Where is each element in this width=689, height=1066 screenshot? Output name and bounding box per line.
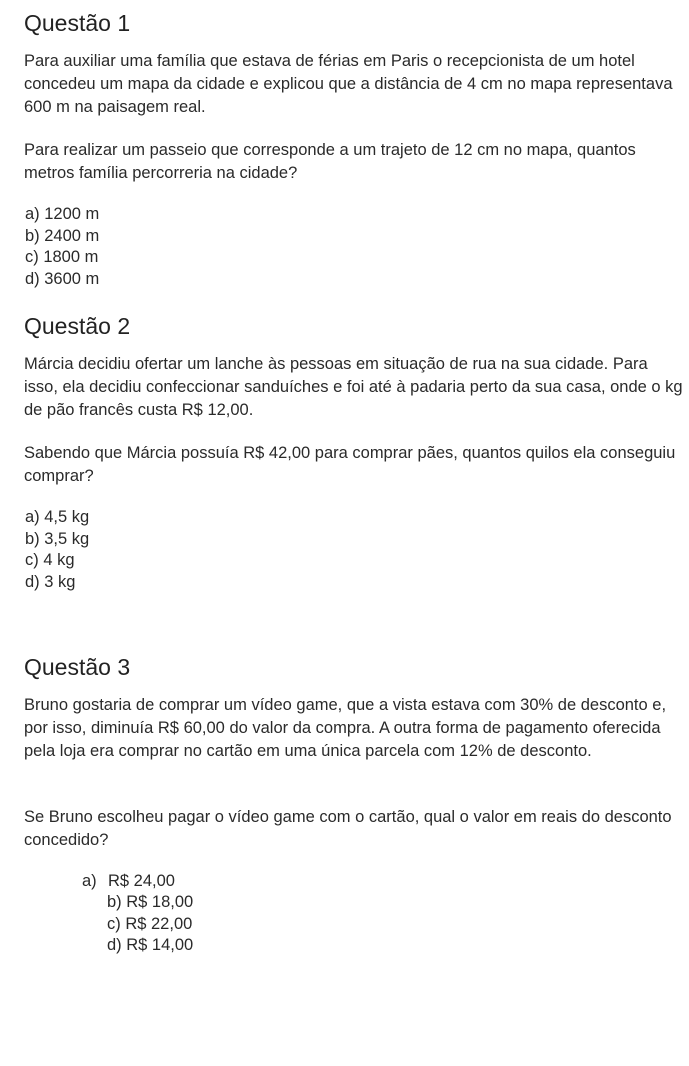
option-b[interactable]: b) R$ 18,00 bbox=[107, 893, 194, 911]
question-2-statement: Márcia decidiu ofertar um lanche às pessoas em situação de rua na sua cidade. Para isso, ela decidiu confeccionar sanduíches e foi até à padaria perto da sua casa, onde o kg de pão francês custa R$ 12,00. bbox=[24, 355, 683, 419]
question-1-prompt: Para realizar um passeio que corresponde a um trajeto de 12 cm no mapa, quantos metros família percorreria na cidade? bbox=[24, 141, 636, 182]
option-a-letter: a) bbox=[82, 872, 97, 890]
option-d[interactable]: d) 3600 m bbox=[25, 269, 100, 288]
option-c[interactable]: c) R$ 22,00 bbox=[107, 914, 193, 933]
question-3-title: Questão 3 bbox=[24, 654, 131, 680]
option-b[interactable]: b) 2400 m bbox=[25, 226, 100, 245]
option-a[interactable]: a) 1200 m bbox=[25, 205, 100, 223]
question-1-statement: Para auxiliar uma família que estava de férias em Paris o recepcionista de um hotel concedeu um mapa da cidade e explicou que a distância de 4 cm no mapa representava 600 m na paisagem real. bbox=[24, 52, 673, 116]
question-3-prompt: Se Bruno escolheu pagar o vídeo game com o cartão, qual o valor em reais do desconto concedido? bbox=[24, 808, 672, 849]
question-3-options bbox=[107, 892, 193, 957]
option-d[interactable]: d) R$ 14,00 bbox=[107, 936, 194, 954]
option-a-text: R$ 24,00 bbox=[108, 872, 175, 890]
option-a[interactable] bbox=[82, 871, 175, 893]
question-1-title: Questão 1 bbox=[24, 10, 131, 36]
option-a[interactable]: a) 4,5 kg bbox=[25, 508, 90, 526]
option-c[interactable]: c) 4 kg bbox=[25, 551, 75, 569]
question-3-option-a-list bbox=[82, 871, 175, 893]
question-2-title: Questão 2 bbox=[24, 313, 131, 339]
question-1-options bbox=[25, 204, 99, 290]
option-d[interactable]: d) 3 kg bbox=[25, 572, 76, 591]
question-3-statement: Bruno gostaria de comprar um vídeo game, que a vista estava com 30% de desconto e, por isso, diminuía R$ 60,00 do valor da compra. A outra forma de pagamento oferecida pela loja era comprar no cartão em uma única parcela com 12% de desconto. bbox=[24, 696, 667, 760]
option-c[interactable]: c) 1800 m bbox=[25, 248, 99, 266]
question-2-prompt: Sabendo que Márcia possuía R$ 42,00 para comprar pães, quantos quilos ela conseguiu comprar? bbox=[24, 444, 676, 485]
question-2-options bbox=[25, 507, 89, 593]
option-b[interactable]: b) 3,5 kg bbox=[25, 529, 90, 548]
